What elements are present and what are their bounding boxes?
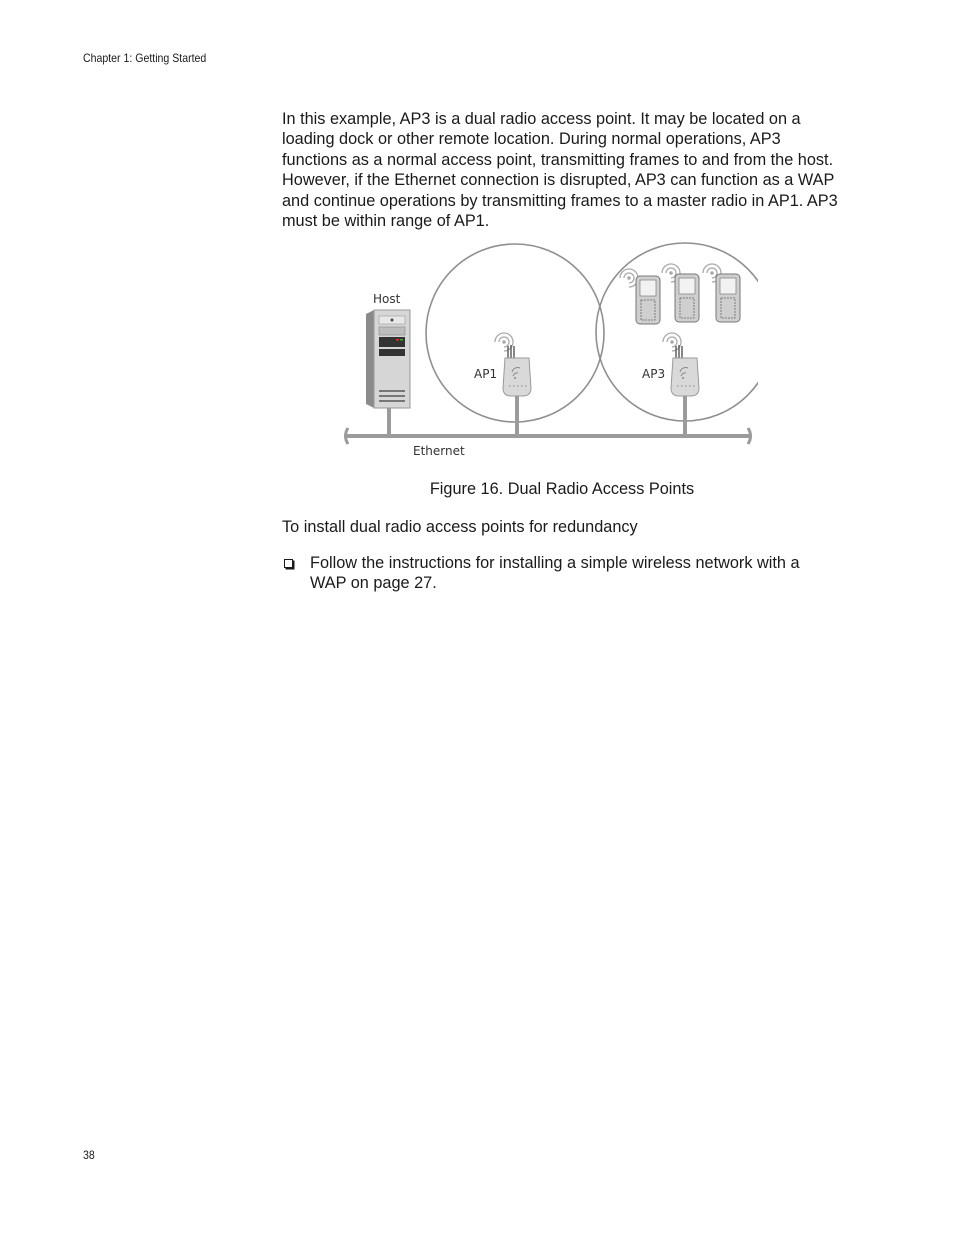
page-number: 38 (83, 1148, 95, 1162)
handheld-terminal-icon (620, 269, 660, 324)
ap1-label: AP1 (474, 367, 498, 381)
procedure-intro: To install dual radio access points for redundancy (282, 518, 638, 536)
intro-paragraph: In this example, AP3 is a dual radio access point. It may be located on a loading dock or other remote location. During normal operations, AP3 functions as a normal access point, transmitting frames to and from the host. However, if the Ethernet connection is disrupted, AP3 can function as a WAP and continue operations by transmitting frames to a master radio in AP1. AP3 must be within range of AP1. (282, 110, 838, 231)
ap3-device-icon (663, 333, 699, 396)
ethernet-label: Ethernet (413, 444, 465, 458)
handheld-terminal-icon (662, 264, 699, 322)
checkbox-bullet-icon (284, 559, 293, 568)
chapter-header: Chapter 1: Getting Started (83, 51, 207, 65)
ap1-device-icon (495, 333, 531, 396)
ap3-label: AP3 (642, 367, 666, 381)
dual-radio-diagram (338, 240, 758, 465)
figure-caption: Figure 16. Dual Radio Access Points (429, 480, 695, 498)
handheld-terminal-icon (703, 264, 740, 322)
host-label: Host (373, 292, 401, 306)
host-server-icon (366, 310, 410, 408)
step-text: Follow the instructions for installing a simple wireless network with a WAP on page 27. (310, 554, 800, 593)
